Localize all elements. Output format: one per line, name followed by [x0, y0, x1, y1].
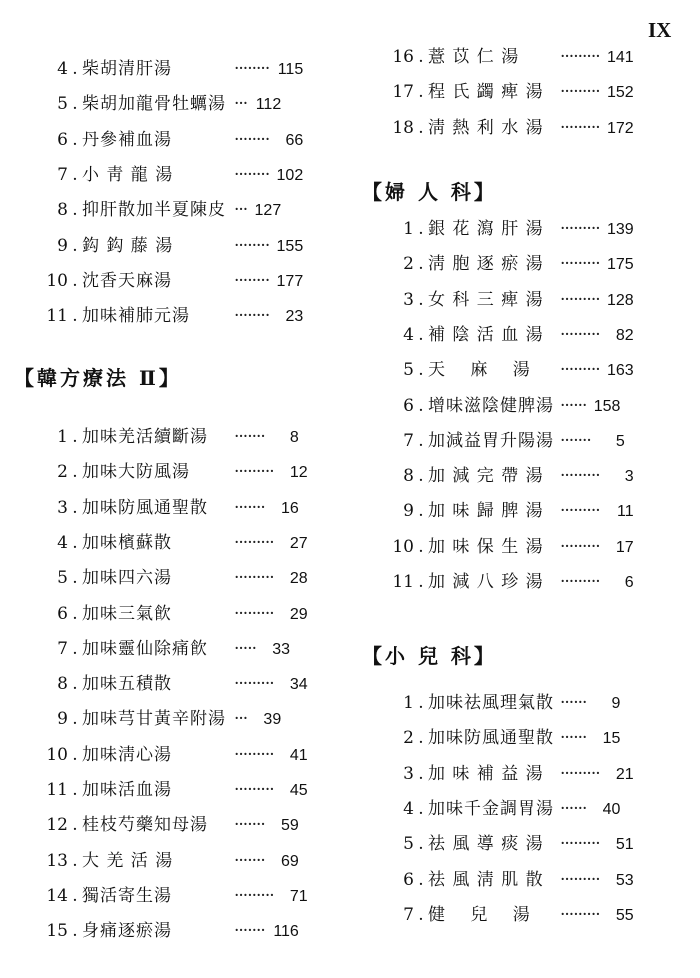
entry-number-dot: . — [418, 536, 424, 557]
entry-number: 1 — [403, 219, 414, 239]
dot-leader: ········· — [234, 885, 274, 906]
page-reference: 33 — [272, 640, 291, 658]
dot-leader: ········· — [560, 904, 600, 925]
entry-number-dot: . — [418, 834, 424, 855]
entry-number: 17 — [392, 82, 414, 103]
dot-leader: ········· — [234, 603, 274, 624]
toc-entry — [376, 686, 620, 720]
prescription-name: 淸 熱 利 水 湯 — [428, 117, 544, 138]
toc-entry — [26, 455, 308, 489]
page-reference: 139 — [606, 221, 634, 238]
toc-entry — [376, 283, 634, 317]
entry-number: 16 — [392, 47, 414, 67]
toc-entry — [26, 914, 299, 948]
prescription-name: 薏 苡 仁 湯 — [428, 47, 520, 67]
entry-number-dot: . — [418, 395, 424, 416]
dot-leader: ········· — [560, 763, 600, 784]
entry-number-dot: . — [72, 59, 78, 79]
entry-number-dot: . — [72, 235, 78, 256]
dot-leader: ··· — [234, 200, 248, 221]
page-reference: 82 — [615, 326, 634, 344]
prescription-name: 加 味 歸 脾 湯 — [428, 501, 544, 522]
toc-entry — [376, 757, 634, 791]
entry-number-dot: . — [72, 462, 78, 483]
toc-entry — [26, 264, 303, 298]
page-reference: 6 — [624, 574, 634, 591]
prescription-name: 抑肝散加半夏陳皮 — [82, 200, 226, 221]
entry-number: 12 — [46, 815, 68, 836]
toc-entry — [376, 111, 634, 145]
entry-number-dot: . — [72, 306, 78, 327]
entry-number-dot: . — [418, 289, 424, 310]
entry-number: 7 — [57, 164, 68, 185]
entry-number: 2 — [403, 728, 414, 749]
dot-leader: ········ — [234, 270, 270, 291]
dot-leader: ········· — [560, 466, 600, 487]
toc-entry — [26, 667, 308, 701]
entry-number: 9 — [57, 235, 68, 256]
toc-entry — [376, 827, 634, 861]
page-number: IX — [648, 18, 672, 42]
dot-leader: ··· — [234, 709, 248, 730]
entry-number-dot: . — [72, 497, 78, 518]
toc-entry — [26, 299, 303, 333]
dot-leader: ······ — [560, 395, 587, 416]
toc-entry — [26, 773, 308, 807]
dot-leader: ······· — [234, 815, 265, 836]
dot-leader: ········· — [560, 869, 600, 890]
entry-number-dot: . — [72, 744, 78, 765]
entry-number: 2 — [403, 254, 414, 275]
dot-leader: ········· — [234, 674, 274, 695]
entry-number: 4 — [403, 798, 414, 819]
entry-number: 8 — [57, 674, 68, 695]
page-reference: 115 — [277, 61, 304, 78]
prescription-name: 小 靑 龍 湯 — [82, 164, 174, 185]
dot-leader: ········· — [560, 289, 600, 310]
prescription-name: 柴胡加龍骨牡蠣湯 — [82, 94, 226, 115]
entry-number: 7 — [403, 904, 414, 925]
prescription-name: 加味防風通聖散 — [82, 497, 208, 518]
dot-leader: ······· — [234, 850, 265, 871]
page-reference: 45 — [289, 782, 308, 799]
prescription-name: 加味活血湯 — [82, 780, 172, 800]
entry-number: 1 — [57, 427, 68, 447]
toc-entry — [26, 158, 303, 192]
page-reference: 21 — [615, 765, 634, 783]
toc-entry — [26, 193, 281, 227]
entry-number: 6 — [57, 603, 68, 624]
prescription-name: 銀 花 瀉 肝 湯 — [428, 219, 544, 239]
dot-leader: ········· — [560, 501, 600, 522]
prescription-name: 增味滋陰健脾湯 — [428, 395, 554, 416]
page-reference: 172 — [606, 119, 634, 137]
dot-leader: ········· — [560, 254, 600, 275]
entry-number: 3 — [57, 497, 68, 518]
page-reference: 9 — [611, 695, 621, 712]
page-reference: 27 — [289, 534, 308, 552]
page-reference: 16 — [281, 499, 299, 517]
entry-number: 4 — [57, 532, 68, 553]
prescription-name: 大 羌 活 湯 — [82, 850, 174, 871]
toc-entry — [376, 530, 634, 564]
entry-number: 5 — [57, 94, 68, 115]
page-reference: 66 — [285, 131, 304, 149]
toc-entry — [26, 420, 299, 454]
toc-entry — [26, 808, 299, 842]
page-reference: 155 — [276, 237, 304, 255]
toc-entry — [26, 229, 303, 263]
entry-number-dot: . — [72, 850, 78, 871]
entry-number: 9 — [403, 501, 414, 522]
dot-leader: ······ — [560, 693, 587, 713]
page-reference: 152 — [606, 84, 634, 102]
entry-number-dot: . — [418, 47, 424, 67]
entry-number: 5 — [403, 834, 414, 855]
entry-number: 11 — [46, 306, 68, 327]
toc-entry — [376, 459, 634, 493]
entry-number-dot: . — [72, 568, 78, 589]
dot-leader: ······· — [234, 921, 265, 942]
dot-leader: ········· — [234, 462, 274, 483]
toc-entry — [26, 52, 303, 86]
entry-number-dot: . — [418, 798, 424, 819]
dot-leader: ········ — [234, 129, 270, 150]
entry-number-dot: . — [418, 904, 424, 925]
entry-number-dot: . — [418, 693, 424, 713]
entry-number-dot: . — [418, 324, 424, 345]
prescription-name: 加 味 保 生 湯 — [428, 536, 544, 557]
entry-number-dot: . — [72, 427, 78, 447]
dot-leader: ········· — [560, 572, 600, 592]
entry-number: 6 — [403, 869, 414, 890]
toc-entry — [376, 565, 634, 599]
section-heading-korean-therapy-2: 【韓方療法 Ⅱ】 — [14, 366, 182, 390]
toc-entry — [26, 87, 281, 121]
dot-leader: ········· — [560, 47, 600, 67]
prescription-name: 加減益胃升陽湯 — [428, 430, 554, 451]
toc-entry — [26, 879, 308, 913]
prescription-name: 淸 胞 逐 瘀 湯 — [428, 254, 544, 275]
entry-number-dot: . — [418, 572, 424, 592]
entry-number: 11 — [392, 572, 414, 592]
page-reference: 41 — [289, 746, 308, 764]
page-reference: 112 — [255, 96, 282, 114]
page-reference: 59 — [281, 817, 299, 835]
section-heading-pediatrics: 【小 兒 科】 — [362, 644, 497, 668]
dot-leader: ····· — [234, 638, 257, 659]
page-reference: 71 — [289, 887, 308, 905]
page-reference: 127 — [254, 202, 282, 220]
dot-leader: ········ — [234, 235, 270, 256]
prescription-name: 加味芎甘黃辛附湯 — [82, 709, 226, 730]
section-heading-gynecology: 【婦 人 科】 — [362, 180, 497, 204]
page-reference: 23 — [285, 308, 304, 326]
page-reference: 177 — [276, 272, 304, 290]
entry-number: 5 — [403, 360, 414, 381]
toc-entry — [26, 632, 290, 666]
toc-entry — [376, 898, 634, 932]
page-reference: 34 — [289, 676, 308, 694]
dot-leader: ········· — [234, 532, 274, 553]
entry-number-dot: . — [72, 709, 78, 730]
toc-entry — [376, 389, 620, 423]
toc-entry — [26, 702, 281, 736]
entry-number-dot: . — [418, 82, 424, 103]
page-reference: 69 — [281, 852, 299, 870]
dot-leader: ········· — [560, 219, 600, 239]
dot-leader: ········ — [234, 306, 270, 327]
entry-number-dot: . — [418, 728, 424, 749]
entry-number: 2 — [57, 462, 68, 483]
prescription-name: 獨活寄生湯 — [82, 885, 172, 906]
entry-number-dot: . — [72, 885, 78, 906]
entry-number-dot: . — [418, 430, 424, 451]
dot-leader: ······· — [234, 427, 265, 447]
toc-entry — [376, 318, 634, 352]
page-reference: 12 — [289, 464, 308, 482]
entry-number: 8 — [57, 200, 68, 221]
entry-number: 9 — [57, 709, 68, 730]
entry-number: 4 — [403, 324, 414, 345]
toc-entry — [376, 75, 634, 109]
prescription-name: 天 麻 湯 — [428, 360, 531, 381]
entry-number-dot: . — [418, 501, 424, 522]
entry-number-dot: . — [418, 254, 424, 275]
entry-number: 11 — [46, 780, 68, 800]
toc-entry — [26, 123, 303, 157]
page-reference: 141 — [606, 49, 634, 66]
prescription-name: 加 減 完 帶 湯 — [428, 466, 544, 487]
page-reference: 5 — [615, 432, 625, 450]
toc-entry — [376, 353, 634, 387]
entry-number-dot: . — [72, 200, 78, 221]
prescription-name: 加味補肺元湯 — [82, 306, 190, 327]
prescription-name: 加 減 八 珍 湯 — [428, 572, 544, 592]
entry-number: 10 — [46, 744, 68, 765]
entry-number: 7 — [57, 638, 68, 659]
page-reference: 28 — [289, 570, 308, 588]
prescription-name: 加味淸心湯 — [82, 744, 172, 765]
entry-number-dot: . — [72, 532, 78, 553]
entry-number: 1 — [403, 693, 414, 713]
prescription-name: 加味防風通聖散 — [428, 728, 554, 749]
toc-entry — [376, 863, 634, 897]
prescription-name: 加 味 補 益 湯 — [428, 763, 544, 784]
entry-number: 10 — [46, 270, 68, 291]
entry-number: 8 — [403, 466, 414, 487]
entry-number: 6 — [403, 395, 414, 416]
dot-leader: ······ — [560, 798, 587, 819]
entry-number-dot: . — [72, 921, 78, 942]
entry-number-dot: . — [72, 638, 78, 659]
entry-number-dot: . — [418, 869, 424, 890]
entry-number: 3 — [403, 763, 414, 784]
page-reference: 15 — [602, 730, 621, 748]
page-reference: 39 — [263, 711, 282, 729]
page-reference: 102 — [276, 166, 304, 184]
page-reference: 29 — [289, 605, 308, 623]
toc-entry — [376, 721, 620, 755]
toc-entry — [376, 247, 634, 281]
entry-number: 13 — [46, 850, 68, 871]
prescription-name: 沈香天麻湯 — [82, 270, 172, 291]
toc-entry — [26, 738, 308, 772]
prescription-name: 加味靈仙除痛飮 — [82, 638, 208, 659]
toc-entry — [376, 212, 634, 246]
prescription-name: 加味大防風湯 — [82, 462, 190, 483]
entry-number-dot: . — [72, 603, 78, 624]
entry-number-dot: . — [418, 219, 424, 239]
prescription-name: 程 氏 蠲 痺 湯 — [428, 82, 544, 103]
page-reference: 3 — [624, 468, 634, 486]
page-reference: 163 — [606, 362, 634, 380]
entry-number-dot: . — [72, 164, 78, 185]
page-reference: 55 — [615, 906, 634, 924]
toc-entry — [26, 844, 299, 878]
prescription-name: 女 科 三 痺 湯 — [428, 289, 544, 310]
toc-entry — [26, 597, 308, 631]
prescription-name: 鈎 鈎 藤 湯 — [82, 235, 174, 256]
prescription-name: 加味祛風理氣散 — [428, 693, 554, 713]
prescription-name: 丹參補血湯 — [82, 129, 172, 150]
toc-entry — [26, 491, 299, 525]
dot-leader: ········· — [560, 82, 600, 103]
entry-number: 15 — [46, 921, 68, 942]
dot-leader: ········· — [560, 117, 600, 138]
toc-entry — [376, 494, 634, 528]
page-reference: 53 — [615, 871, 634, 889]
page-reference: 11 — [617, 503, 634, 521]
prescription-name: 桂枝芍藥知母湯 — [82, 815, 208, 836]
dot-leader: ········ — [234, 59, 270, 79]
dot-leader: ········· — [560, 536, 600, 557]
dot-leader: ········· — [234, 568, 274, 589]
prescription-name: 補 陰 活 血 湯 — [428, 324, 544, 345]
prescription-name: 健 兒 湯 — [428, 904, 531, 925]
page-reference: 17 — [615, 538, 634, 556]
dot-leader: ······· — [560, 430, 591, 451]
entry-number: 7 — [403, 430, 414, 451]
dot-leader: ······ — [560, 728, 587, 749]
prescription-name: 加味千金調胃湯 — [428, 798, 554, 819]
dot-leader: ········· — [560, 360, 600, 381]
prescription-name: 祛 風 導 痰 湯 — [428, 834, 544, 855]
prescription-name: 柴胡清肝湯 — [82, 59, 172, 79]
entry-number-dot: . — [418, 466, 424, 487]
prescription-name: 加味四六湯 — [82, 568, 172, 589]
page-reference: 175 — [606, 256, 634, 274]
entry-number-dot: . — [418, 360, 424, 381]
entry-number: 4 — [57, 59, 68, 79]
page-reference: 40 — [602, 800, 621, 818]
toc-entry — [26, 561, 308, 595]
dot-leader: ········· — [234, 780, 274, 800]
entry-number-dot: . — [72, 815, 78, 836]
prescription-name: 身痛逐瘀湯 — [82, 921, 172, 942]
page-reference: 128 — [606, 291, 634, 309]
entry-number-dot: . — [72, 129, 78, 150]
prescription-name: 加味五積散 — [82, 674, 172, 695]
entry-number-dot: . — [72, 780, 78, 800]
entry-number: 14 — [46, 885, 68, 906]
prescription-name: 加味檳蘇散 — [82, 532, 172, 553]
entry-number: 18 — [392, 117, 414, 138]
entry-number-dot: . — [418, 117, 424, 138]
entry-number: 10 — [392, 536, 414, 557]
entry-number-dot: . — [72, 94, 78, 115]
prescription-name: 加味羌活續斷湯 — [82, 427, 208, 447]
entry-number-dot: . — [72, 674, 78, 695]
entry-number: 5 — [57, 568, 68, 589]
toc-entry — [376, 792, 620, 826]
prescription-name: 加味三氣飮 — [82, 603, 172, 624]
toc-entry — [26, 526, 308, 560]
entry-number: 6 — [57, 129, 68, 150]
dot-leader: ··· — [234, 94, 248, 115]
entry-number: 3 — [403, 289, 414, 310]
page-reference: 158 — [593, 397, 621, 415]
prescription-name: 祛 風 淸 肌 散 — [428, 869, 544, 890]
page-reference: 8 — [289, 429, 299, 446]
dot-leader: ········· — [234, 744, 274, 765]
page-reference: 116 — [273, 923, 299, 941]
dot-leader: ······· — [234, 497, 265, 518]
entry-number-dot: . — [418, 763, 424, 784]
toc-entry — [376, 40, 634, 74]
toc-entry — [376, 424, 625, 458]
dot-leader: ········ — [234, 164, 270, 185]
page-reference: 51 — [615, 836, 634, 854]
dot-leader: ········· — [560, 324, 600, 345]
dot-leader: ········· — [560, 834, 600, 855]
entry-number-dot: . — [72, 270, 78, 291]
